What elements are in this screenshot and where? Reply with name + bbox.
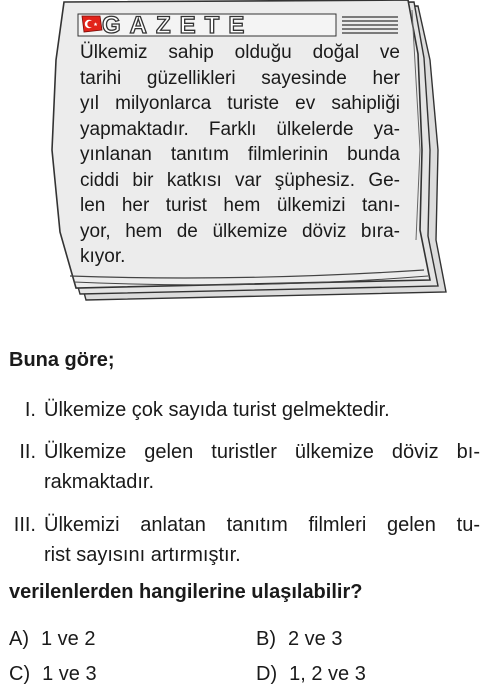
- option-d[interactable]: [256, 661, 366, 687]
- newspaper-article: [80, 40, 400, 270]
- option-text: 1 ve 2: [41, 628, 96, 650]
- article-line: kıyor.: [80, 246, 126, 267]
- statement-text: Ülkemize çok sayıda turist gelmektedir.: [44, 399, 390, 421]
- article-line: yapmaktadır. Farklı ülkelerde ya-: [80, 118, 400, 140]
- option-text: 1 ve 3: [42, 663, 97, 685]
- article-line: Ülkemiz sahip olduğu doğal ve: [80, 42, 400, 63]
- option-letter: D): [256, 663, 278, 685]
- statement-number: I.: [24, 399, 36, 421]
- option-text: 1, 2 ve 3: [289, 663, 366, 685]
- turkish-flag-icon: [82, 16, 102, 32]
- option-letter: A): [9, 628, 29, 650]
- newspaper-illustration: [0, 0, 496, 310]
- statement-text: Ülkemizi anlatan tanıtım filmleri gelen tu-: [44, 514, 480, 536]
- article-line: len her turist hem ülkemizi tanı-: [80, 195, 400, 216]
- option-text: 2 ve 3: [288, 628, 343, 650]
- statement-text: Ülkemize gelen turistler ülkemize döviz bı-: [44, 441, 480, 463]
- statement-number: III.: [13, 514, 36, 536]
- option-c[interactable]: [9, 661, 97, 687]
- statement-text: rist sayısını artırmıştır.: [44, 544, 241, 566]
- statement-text: rakmaktadır.: [44, 471, 155, 493]
- statement-number: II.: [19, 441, 36, 463]
- article-line: yıl milyonlarca turiste ev sahipliği: [80, 93, 400, 114]
- option-b[interactable]: [256, 626, 342, 652]
- article-line: yor, hem de ülkemize döviz bıra-: [80, 220, 400, 242]
- article-line: yınlanan tanıtım filmlerinin bunda: [80, 144, 400, 165]
- question-lead: Buna göre;: [9, 349, 115, 371]
- option-a[interactable]: [9, 626, 95, 652]
- option-letter: C): [9, 663, 31, 685]
- option-letter: B): [256, 628, 276, 650]
- article-line: ciddi bir katkısı var şüphesiz. Ge-: [80, 169, 400, 191]
- question-prompt: verilenlerden hangilerine ulaşılabilir?: [9, 581, 363, 603]
- masthead-title: GAZETE: [102, 12, 254, 39]
- article-line: tarihi güzellikleri sayesinde her: [80, 67, 400, 89]
